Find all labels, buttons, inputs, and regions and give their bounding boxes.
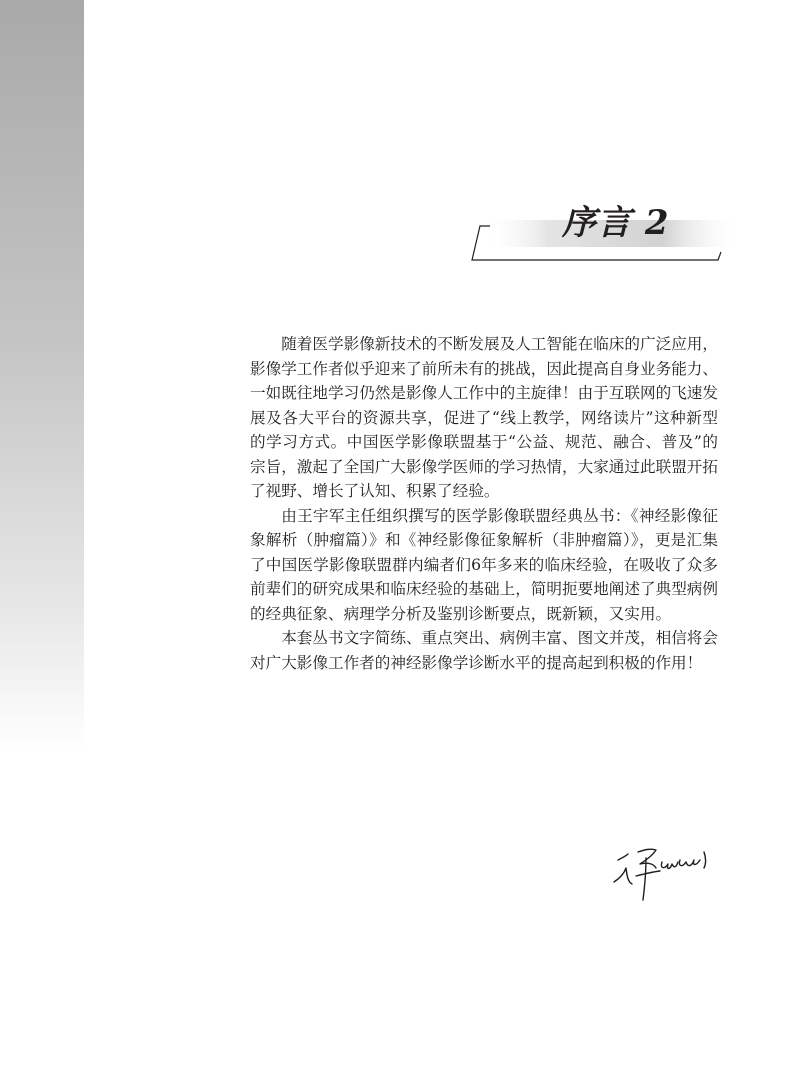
signature-image <box>610 838 730 908</box>
paragraph-3: 本套丛书文字简练、重点突出、病例丰富、图文并茂，相信将会对广大影像工作者的神经影像学诊断水平的提高起到积极的作用！ <box>250 629 718 672</box>
paragraph-2: 由王宇军主任组织撰写的医学影像联盟经典丛书：《神经影像征象解析（肿瘤篇）》和《神经影像征象解析（非肿瘤篇）》，更是汇集了中国医学影像联盟群内编者们6年多来的临床经验，在吸收了众多前辈们的研究成果和临床经验的基础上，简明扼要地阐述了典型病例的经典征象、病理学分析及鉴别诊断要点，既新颖，又实用。 <box>250 506 718 623</box>
page-title: 序言 2 <box>562 203 670 243</box>
title-block <box>468 190 748 270</box>
side-decoration-band <box>0 0 84 752</box>
preface-body <box>250 332 718 675</box>
paragraph-1: 随着医学影像新技术的不断发展及人工智能在临床的广泛应用，影像学工作者似乎迎来了前所未有的挑战，因此提高自身业务能力、一如既往地学习仍然是影像人工作中的主旋律！由于互联网的飞速发展及各大平台的资源共享，促进了“线上教学，网络读片”这种新型的学习方式。中国医学影像联盟基于“公益、规范、融合、普及”的宗旨，激起了全国广大影像学医师的学习热情，大家通过此联盟开拓了视野、增长了认知、积累了经验。 <box>250 335 718 500</box>
